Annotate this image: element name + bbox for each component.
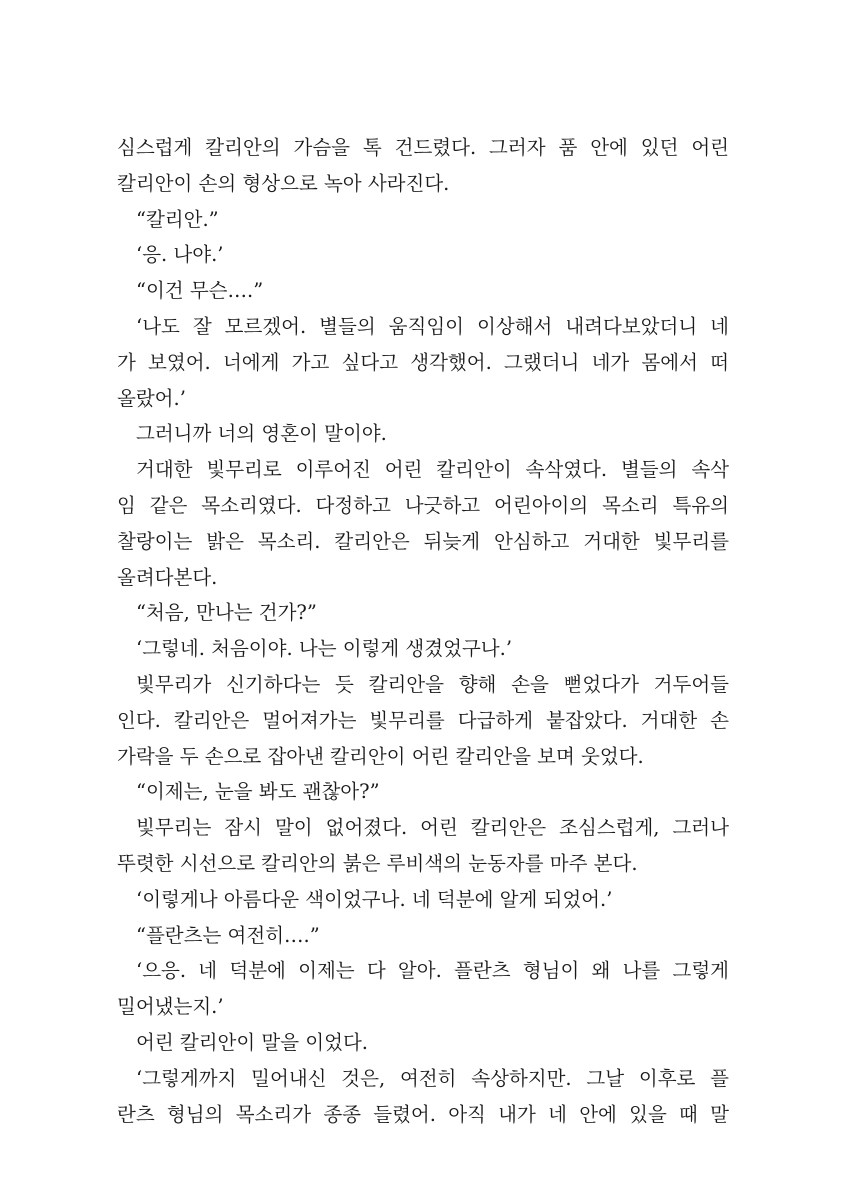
text-line: “처음, 만나는 건가?” (136, 601, 317, 625)
text-line: 빛무리가 신기하다는 듯 칼리안을 향해 손을 뻗었다가 거두어들 (136, 672, 729, 696)
text-line: ‘그렇네. 처음이야. 나는 이렇게 생겼었구나.’ (136, 637, 513, 661)
text-line: 올랐어.’ (117, 386, 186, 410)
text-line: “이제는, 눈을 봐도 괜찮아?” (136, 780, 380, 804)
text-line: “칼리안.” (136, 207, 219, 231)
text-line: ‘이렇게나 아름다운 색이었구나. 네 덕분에 알게 되었어.’ (136, 887, 613, 911)
text-line: ‘으응. 네 덕분에 이제는 다 알아. 플란츠 형님이 왜 나를 그렇게 (136, 959, 729, 983)
text-line: 찰랑이는 밝은 목소리. 칼리안은 뒤늦게 안심하고 거대한 빛무리를 (117, 529, 729, 553)
text-line: 가락을 두 손으로 잡아낸 칼리안이 어린 칼리안을 보며 웃었다. (117, 744, 644, 768)
text-line: “이건 무슨….” (136, 279, 264, 303)
document-page (117, 130, 729, 1132)
text-line: 란츠 형님의 목소리가 종종 들렸어. 아직 내가 네 안에 있을 때 말 (117, 1102, 729, 1126)
text-line: 칼리안이 손의 형상으로 녹아 사라진다. (117, 171, 450, 195)
text-line: 임 같은 목소리였다. 다정하고 나긋하고 어린아이의 목소리 특유의 (117, 493, 729, 517)
text-line: 거대한 빛무리로 이루어진 어린 칼리안이 속삭였다. 별들의 속삭 (136, 458, 729, 482)
text-line: 어린 칼리안이 말을 이었다. (136, 1030, 369, 1054)
text-line: 밀어냈는지.’ (117, 995, 224, 1019)
text-line: “플란츠는 여전히….” (136, 923, 320, 947)
text-line: 그러니까 너의 영혼이 말이야. (136, 422, 387, 446)
text-line: 빛무리는 잠시 말이 없어졌다. 어린 칼리안은 조심스럽게, 그러나 (136, 816, 729, 840)
text-line: 가 보였어. 너에게 가고 싶다고 생각했어. 그랬더니 네가 몸에서 떠 (117, 350, 729, 374)
text-line: ‘응. 나야.’ (136, 243, 224, 267)
text-line: 뚜렷한 시선으로 칼리안의 붉은 루비색의 눈동자를 마주 본다. (117, 851, 638, 875)
text-line: ‘그렇게까지 밀어내신 것은, 여전히 속상하지만. 그날 이후로 플 (136, 1066, 729, 1090)
text-line: 인다. 칼리안은 멀어져가는 빛무리를 다급하게 붙잡았다. 거대한 손 (117, 708, 729, 732)
text-line: 올려다본다. (117, 565, 218, 589)
text-line: 심스럽게 칼리안의 가슴을 톡 건드렸다. 그러자 품 안에 있던 어린 (117, 136, 729, 159)
text-line: ‘나도 잘 모르겠어. 별들의 움직임이 이상해서 내려다보았더니 네 (136, 314, 729, 338)
